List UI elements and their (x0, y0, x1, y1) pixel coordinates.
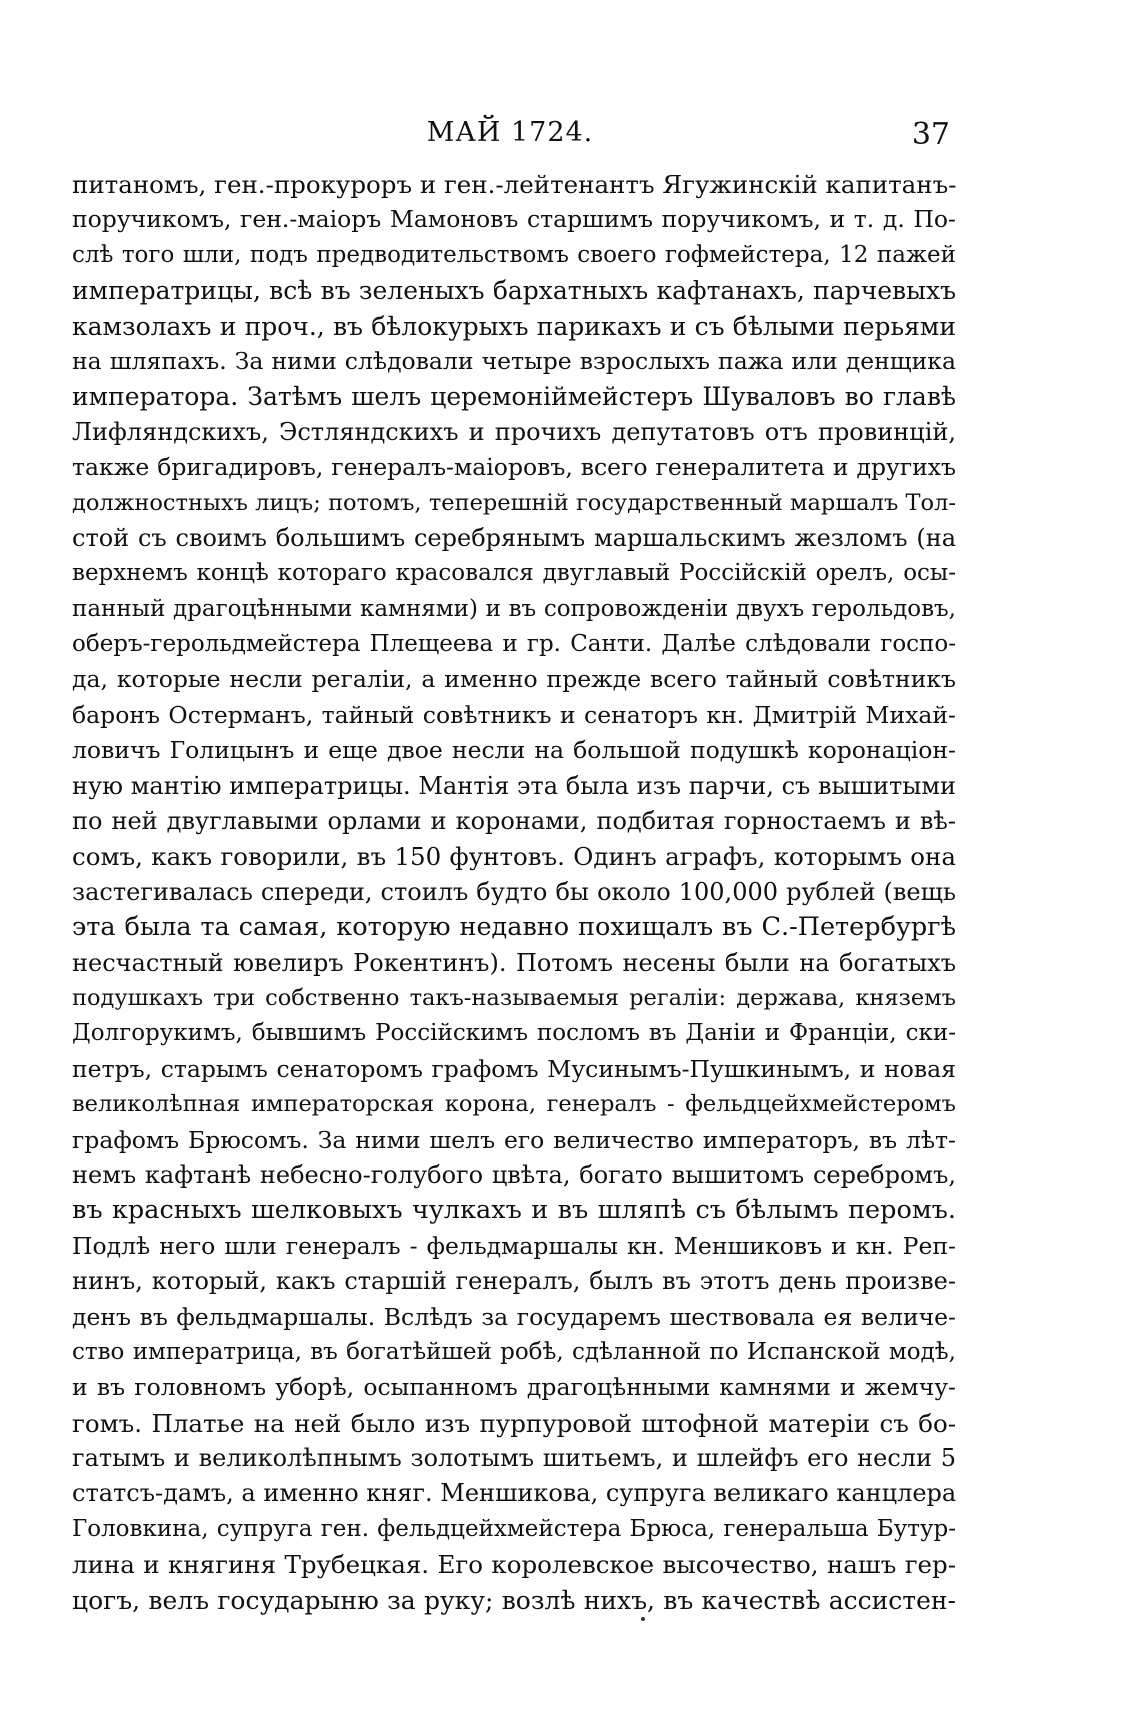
text-line: Лифляндскихъ, Эстляндскихъ и прочихъ депутатовъ отъ провинцій, (72, 417, 956, 446)
text-line: камзолахъ и проч., въ бѣлокурыхъ парикахъ и съ бѣлыми перьями (72, 311, 956, 341)
print-speck (641, 1617, 645, 1621)
text-line: лина и княгиня Трубецкая. Его королевское высочество, нашъ гер- (72, 1550, 956, 1580)
text-line: да, которые несли регаліи, а именно прежде всего тайный совѣтникъ (72, 665, 956, 694)
text-line: гатымъ и великолѣпнымъ золотымъ шитьемъ, и шлейфъ его несли 5 (72, 1444, 956, 1473)
text-line: стой съ своимъ большимъ серебрянымъ маршальскимъ жезломъ (на (72, 523, 956, 552)
text-line: статсъ-дамъ, а именно княг. Меншикова, супруга великаго канцлера (72, 1479, 956, 1508)
text-line: слѣ того шли, подъ предводительствомъ своего гофмейстера, 12 пажей (72, 241, 956, 268)
text-line: великолѣпная императорская корона, генералъ - фельдцейхмейстеромъ (72, 1091, 956, 1118)
text-line: Долгорукимъ, бывшимъ Россійскимъ посломъ въ Даніи и Франціи, ски- (72, 1020, 956, 1047)
text-line: нинъ, который, какъ старшій генералъ, былъ въ этотъ день произве- (72, 1267, 956, 1296)
text-line: ловичъ Голицынъ и еще двое несли на большой подушкѣ коронаціон- (72, 736, 956, 765)
text-line: немъ кафтанѣ небесно-голубого цвѣта, богато вышитомъ серебромъ, (72, 1160, 956, 1189)
text-line: ную мантію императрицы. Мантія эта была изъ парчи, съ вышитыми (72, 771, 956, 800)
text-line: цогъ, велъ государыню за руку; возлѣ нихъ, въ качествѣ ассистен- (72, 1585, 956, 1615)
text-line: поручикомъ, ген.-маіоръ Мамоновъ старшимъ поручикомъ, и т. д. По- (72, 205, 956, 234)
text-line: гомъ. Платье на ней было изъ пурпуровой штофной матеріи съ бо- (72, 1408, 956, 1438)
text-line: подушкахъ три собственно такъ-называемыя регаліи: держава, княземъ (72, 984, 956, 1011)
text-line: ство императрица, въ богатѣйшей робѣ, сдѣланной по Испанской модѣ, (72, 1338, 956, 1365)
text-line: денъ въ фельдмаршалы. Вслѣдъ за государемъ шествовала ея величе- (72, 1302, 956, 1331)
text-line: на шляпахъ. За ними слѣдовали четыре взрослыхъ пажа или денщика (72, 346, 956, 375)
text-line: эта была та самая, которую недавно похищалъ въ С.-Петербургѣ (72, 912, 956, 943)
text-line: въ красныхъ шелковыхъ чулкахъ и въ шляпѣ съ бѣлымъ перомъ. (72, 1195, 956, 1226)
text-line: панный драгоцѣнными камнями) и въ сопровожденіи двухъ герольдовъ, (72, 595, 956, 622)
body-text (72, 167, 956, 1618)
text-line: оберъ-герольдмейстера Плещеева и гр. Санти. Далѣе слѣдовали госпо- (72, 631, 956, 658)
text-line: по ней двуглавыми орлами и коронами, подбитая горностаемъ и вѣ- (72, 807, 956, 836)
text-line: сомъ, какъ говорили, въ 150 фунтовъ. Одинъ аграфъ, которымъ она (72, 842, 956, 872)
text-line: также бригадировъ, генералъ-маіоровъ, всего генералитета и другихъ (72, 453, 956, 482)
page-header-title: МАЙ 1724. (426, 117, 594, 148)
text-line: Подлѣ него шли генералъ - фельдмаршалы кн. Меншиковъ и кн. Реп- (72, 1231, 956, 1260)
text-line: должностныхъ лицъ; потомъ, теперешній государственный маршалъ Тол- (72, 489, 956, 516)
text-line: петръ, старымъ сенаторомъ графомъ Мусинымъ-Пушкинымъ, и новая (72, 1054, 956, 1083)
running-head (70, 117, 950, 157)
text-line: графомъ Брюсомъ. За ними шелъ его величество императоръ, въ лѣт- (72, 1125, 956, 1154)
text-line: и въ головномъ уборѣ, осыпанномъ драгоцѣнными камнями и жемчу- (72, 1373, 956, 1402)
text-line: верхнемъ концѣ котораго красовался двуглавый Россійскій орелъ, осы- (72, 560, 956, 587)
text-line: императрицы, всѣ въ зеленыхъ бархатныхъ кафтанахъ, парчевыхъ (72, 276, 956, 306)
text-line: застегивалась спереди, стоилъ будто бы около 100,000 рублей (вещь (72, 877, 956, 906)
page-number: 37 (911, 117, 950, 152)
text-line: питаномъ, ген.-прокуроръ и ген.-лейтенантъ Ягужинскій капитанъ- (72, 170, 956, 199)
text-line: Головкина, супруга ген. фельдцейхмейстера Брюса, генеральша Бутур- (72, 1515, 956, 1542)
text-line: императора. Затѣмъ шелъ церемоніймейстеръ Шуваловъ во главѣ (72, 382, 956, 412)
text-line: несчастный ювелиръ Рокентинъ). Потомъ несены были на богатыхъ (72, 948, 956, 977)
text-line: баронъ Остерманъ, тайный совѣтникъ и сенаторъ кн. Дмитрій Михай- (72, 700, 956, 729)
